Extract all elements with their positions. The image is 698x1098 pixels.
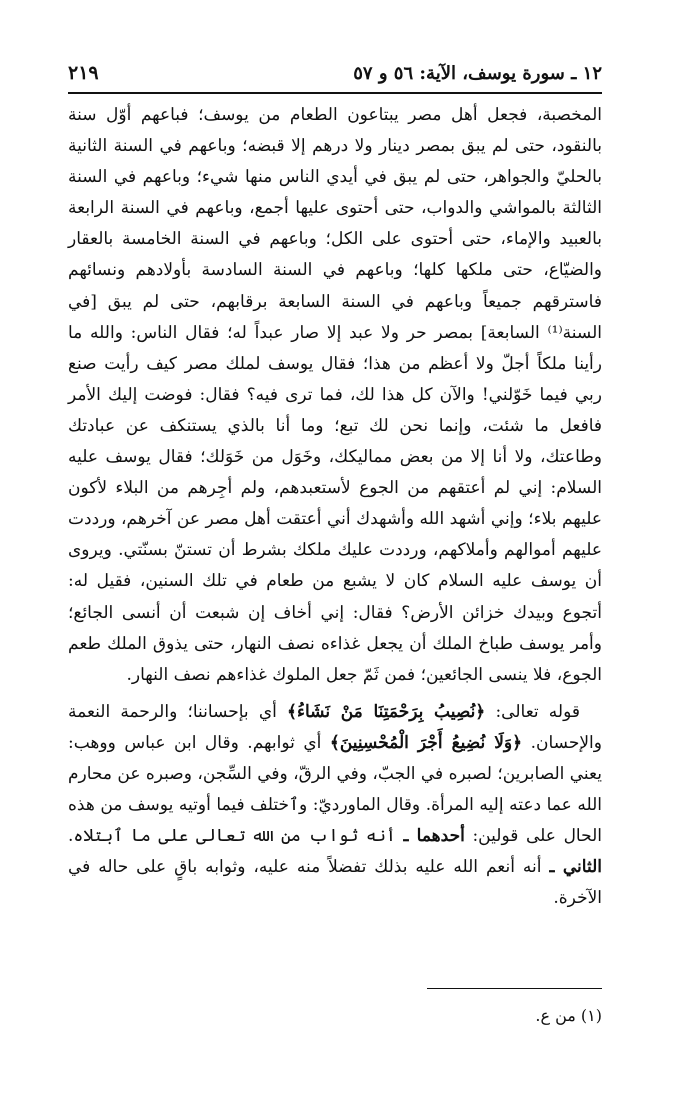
second-opinion-text: أنه أنعم الله عليه بذلك تفضلاً منه عليه، وثوابه باقٍ على حاله في الآخرة. (68, 857, 602, 909)
first-opinion-text: أنه ثواب من الله تعالى على ما ٱبتلاه. (68, 826, 404, 847)
page-number: ٢١٩ (68, 62, 99, 84)
running-title: ١٢ ـ سورة يوسف، الآية: ٥٦ و ٥٧ (353, 62, 602, 84)
first-opinion-label: أحدهما ـ (403, 826, 465, 847)
paragraph-1: المخصبة، فجعل أهل مصر يبتاعون الطعام من يوسف؛ فباعهم أوّل سنة بالنقود، حتى لم يبق بمصر دينار ولا درهم إلا قبضه؛ وباعهم في السنة الثانية بالحليّ والجواهر، حتى لم يبق في أيدي الناس منها شيء؛ وباعهم في السنة الثالثة بالمواشي والدواب، حتى أحتوى عليها أجمع، وباعهم في السنة الرابعة بالعبيد والإماء، حتى أحتوى على الكل؛ وباعهم في السنة الخامسة بالعقار والضيّاع، حتى ملكها كلها؛ وباعهم في السنة السادسة بأولادهم ونسائهم فاسترقهم جميعاً وباعهم في السنة السابعة برقابهم، حتى لم يبق [في السنة⁽¹⁾ السابعة] بمصر حر ولا عبد إلا صار عبداً له؛ فقال الناس: والله ما رأينا ملكاً أجلّ ولا أعظم من هذا؛ فقال يوسف لملك مصر كيف رأيت صنع ربي فيما خَوّلني! والآن كل هذا لك، فما ترى فيه؟ فقال: فوضت إليك الأمر فافعل ما شئت، وإنما نحن لك تبع؛ وما أنا بالذي يستنكف عن عبادتك وطاعتك، ولا أنا إلا من بعض مماليكك، وخَوَل من خَوَلك؛ فقال يوسف عليه السلام: إني لم أعتقهم من الجوع لأستعبدهم، ولم أجِرهم من البلاء لأكون عليهم بلاء؛ وإني أشهد الله وأشهدك أني أعتقت أهل مصر عن آخرهم، ورددت عليهم أموالهم وأملاكهم، ورددت عليك ملكك بشرط أن تستنّ بسنّتي. ويروى أن يوسف عليه السلام كان لا يشبع من طعام في تلك السنين، فقيل له: أتجوع وبيدك خزائن الأرض؟ فقال: إني أخاف إن شبعت أن أنسى الجائع؛ وأمر يوسف طباخ الملك أن يجعل غذاءه نصف النهار، حتى يذوق الملك طعم الجوع، فلا ينسى الجائعين؛ فمن ثَمّ جعل الملوك غذاءهم نصف النهار. (68, 105, 602, 685)
paragraph-2-after-verse-1: أي بإحساننا؛ والرحمة النعمة والإحسان. (68, 701, 602, 753)
quran-verse-1: ﴿نُصِيبُ بِرَحْمَتِنَا مَنْ نَشَاءُ﴾ (287, 701, 486, 722)
quran-verse-2: ﴿وَلَا نُضِيعُ أَجْرَ الْمُحْسِنِينَ﴾ (329, 732, 523, 753)
paragraph-2 (68, 697, 602, 915)
paragraph-2-intro: قوله تعالى: (485, 701, 580, 722)
footnote: (١) من ع. (535, 1006, 602, 1025)
header-divider (68, 92, 602, 94)
main-text (68, 100, 602, 914)
footnote-divider (427, 988, 602, 989)
paragraph-2-after-verse-2: أي ثوابهم. وقال ابن عباس ووهب: يعني الصابرين؛ لصبره في الجبّ، وفي الرقّ، وفي السِّجن، وصبره عن محارم الله عما دعته إليه المرأة. وقال الماورديّ: وٱختلف فيما أوتيه يوسف من هذه الحال على قولين: (68, 732, 602, 847)
page-header (68, 56, 602, 90)
second-opinion-label: الثاني ـ (549, 857, 602, 878)
